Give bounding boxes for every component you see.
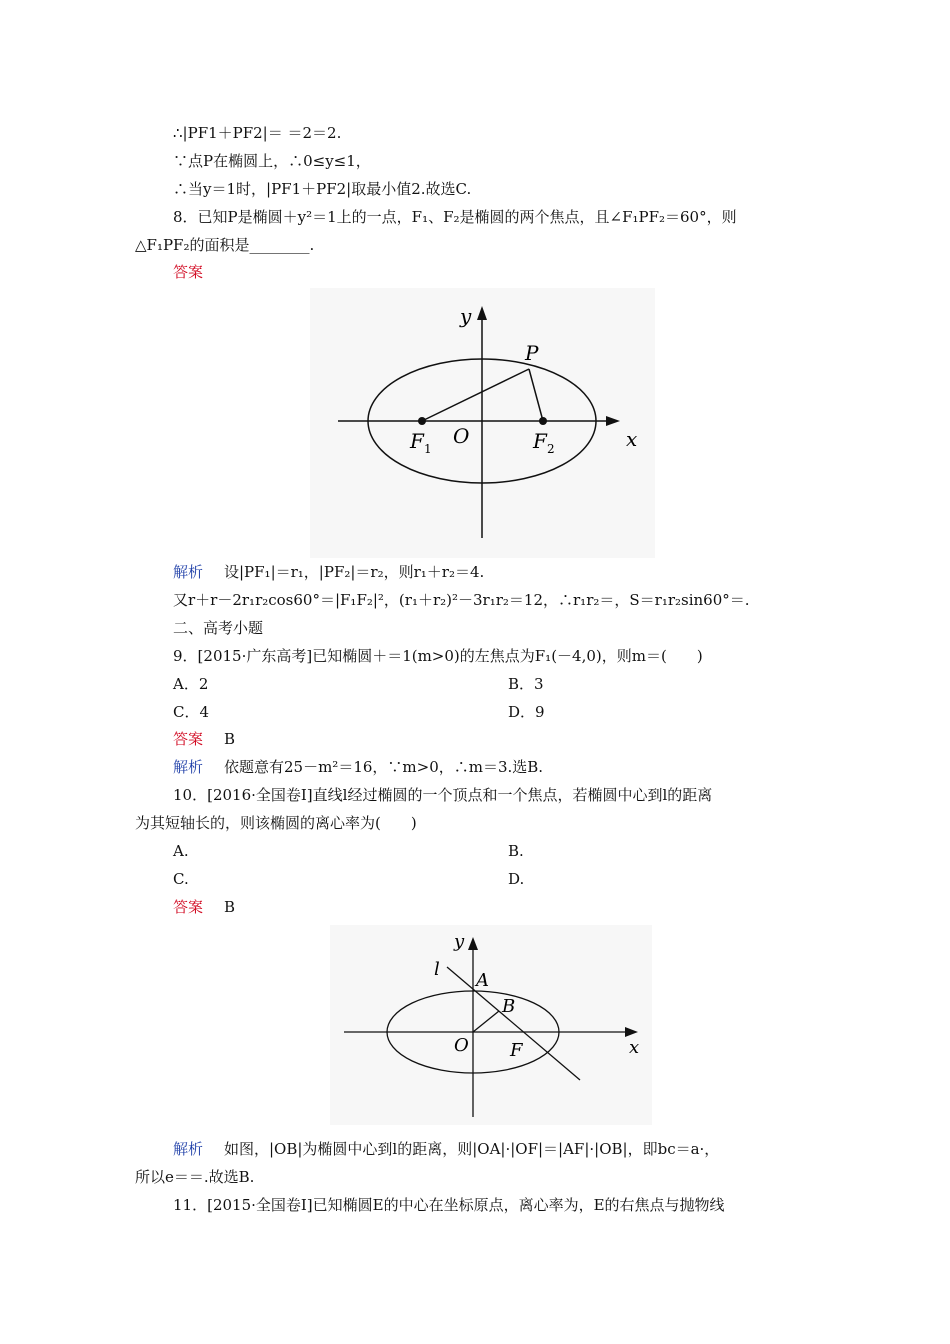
question-8-line-2: △F₁PF₂的面积是________. [135,236,315,254]
option-b: B．3 [508,675,544,693]
answer-label: 答案 [173,730,204,748]
origin-label: O [453,424,470,448]
section-heading: 二、高考小题 [173,619,264,637]
answer-label: 答案 [173,898,204,916]
option-b: B. [508,842,524,860]
point-a-label: A [476,970,489,991]
focus-f2-sub: 2 [547,442,555,456]
question-10-line-2: 为其短轴长的，则该椭圆的离心率为( ) [135,814,417,832]
option-d: D．9 [508,703,545,721]
solution-label: 解析 [173,758,204,776]
focus-f-label: F [510,1040,523,1061]
question-8-line-1: 8．已知P是椭圆＋y²＝1上的一点，F₁、F₂是椭圆的两个焦点，且∠F₁PF₂＝60°，则 [173,208,737,226]
text-line-3: ∴当y＝1时，|PF1＋PF2|取最小值2.故选C. [173,180,472,198]
x-axis-label: x [629,1037,640,1058]
line-l-label: l [434,959,440,980]
option-a: A．2 [173,675,209,693]
focus-f1-label: F [410,429,424,453]
answer-label: 答案 [173,263,204,281]
question-11: 11．[2015·全国卷Ⅰ]已知椭圆E的中心在坐标原点，离心率为，E的右焦点与抛物线 [173,1196,725,1214]
y-axis-label: y [454,931,465,952]
x-axis-label: x [626,427,638,451]
question-10-line-1: 10．[2016·全国卷Ⅰ]直线l经过椭圆的一个顶点和一个焦点，若椭圆中心到l的距离 [173,786,713,804]
answer-value: B [224,730,236,748]
answer-value: B [224,898,236,916]
y-axis-label: y [460,304,472,328]
focus-f2-point [539,417,547,425]
solution-line-2: 所以e＝＝.故选B. [135,1168,255,1186]
point-p-label: P [525,341,539,365]
origin-label: O [454,1035,469,1056]
option-d: D. [508,870,525,888]
focus-f2-label: F [533,429,547,453]
ellipse-figure-1 [310,288,655,558]
point-b-label: B [502,996,516,1017]
solution-label: 解析 [173,563,204,581]
focus-f1-point [418,417,426,425]
ellipse-figure-2 [330,925,652,1125]
solution-text: 设|PF₁|＝r₁，|PF₂|＝r₂，则r₁＋r₂＝4. [224,563,485,581]
focus-f1-sub: 1 [424,442,432,456]
solution-text: 依题意有25－m²＝16，∵m>0，∴m＝3.选B. [224,758,544,776]
question-9: 9．[2015·广东高考]已知椭圆＋＝1(m>0)的左焦点为F₁(－4,0)，则m＝( ) [173,647,703,665]
solution-line-2: 又r＋r－2r₁r₂cos60°＝|F₁F₂|²，(r₁＋r₂)²－3r₁r₂＝12，∴r₁r₂＝，S＝r₁r₂sin60°＝. [173,591,750,609]
option-a: A. [173,842,189,860]
option-c: C．4 [173,703,210,721]
solution-text: 如图，|OB|为椭圆中心到l的距离，则|OA|·|OF|＝|AF|·|OB|，即bc＝a·， [224,1140,720,1158]
text-line-1: ∴|PF1＋PF2|＝ ＝2＝2. [173,124,342,142]
text-line-2: ∵点P在椭圆上，∴0≤y≤1， [173,152,371,170]
solution-label: 解析 [173,1140,204,1158]
option-c: C. [173,870,189,888]
